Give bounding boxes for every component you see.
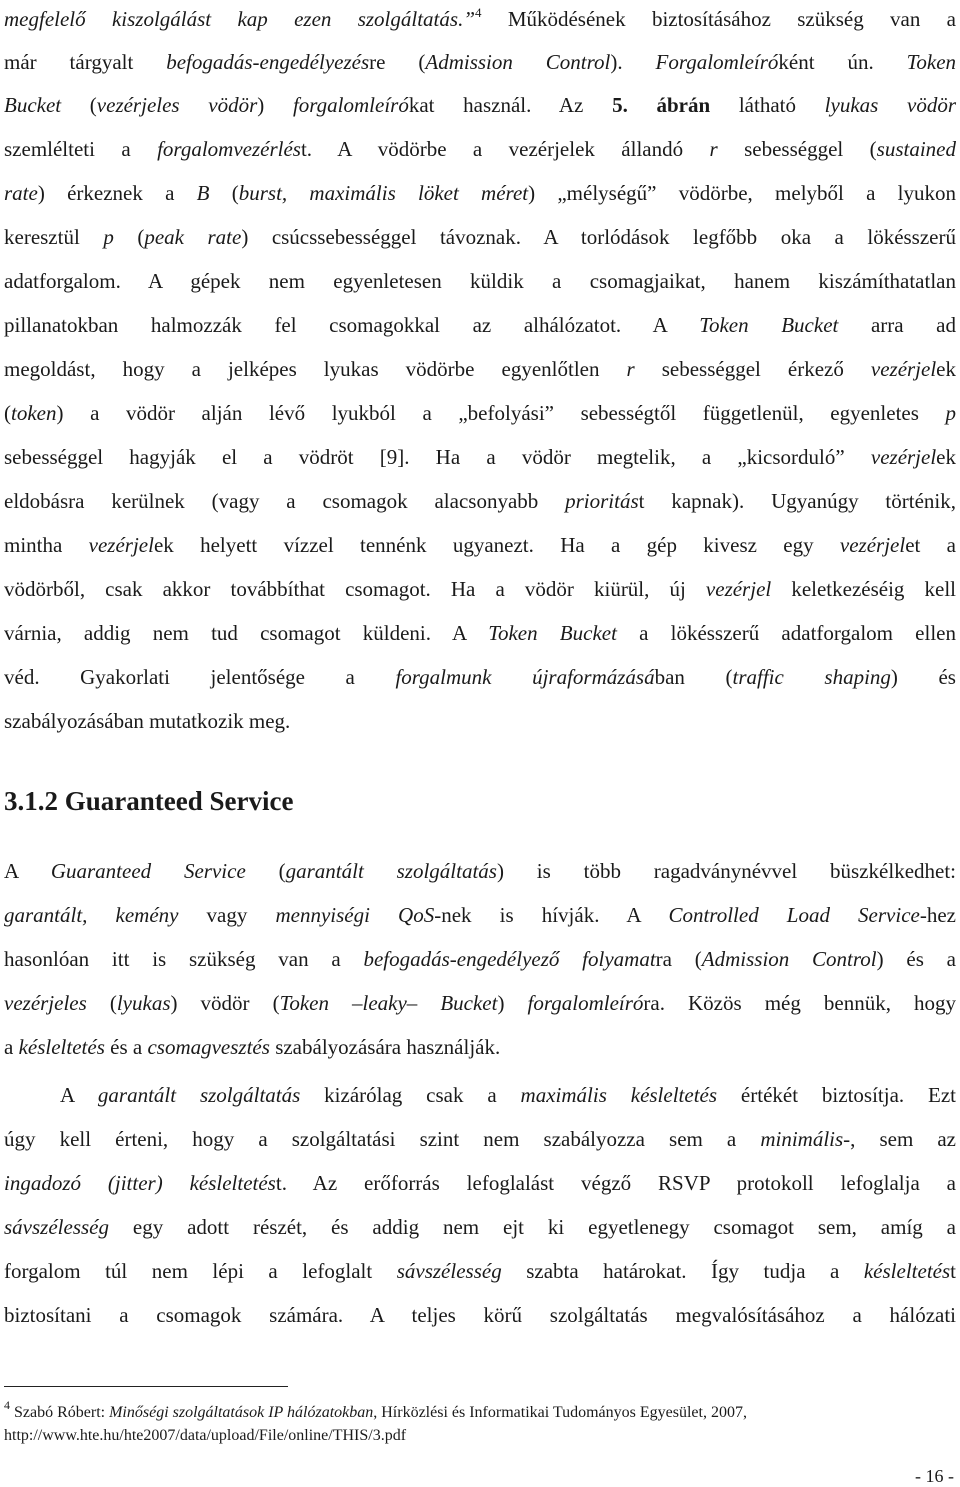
text-span: garantált szolgáltatás: [285, 859, 497, 883]
text-span: ra (: [655, 947, 702, 971]
text-span: vezérjel: [870, 357, 937, 381]
text-span: Token Bucket: [488, 621, 617, 645]
text-span: késleltetés: [863, 1259, 951, 1283]
text-span: sávszélesség: [4, 1215, 109, 1239]
body-text-line: [4, 1168, 956, 1198]
footnote-number: 4: [4, 1398, 10, 1412]
text-span: , Hírközlési és Informatikai Tudományos Egyesület, 2007,: [373, 1404, 747, 1421]
text-span: ) vödör (: [170, 991, 280, 1015]
text-span: várnia, addig nem tud csomagot küldeni. A: [4, 621, 489, 645]
text-span: Bucket: [4, 93, 62, 117]
text-span: p: [945, 401, 956, 425]
text-span: minimális: [760, 1127, 844, 1151]
text-span: Működésének biztosításához szükség van a: [481, 7, 956, 31]
body-text-line: [4, 618, 956, 648]
text-span: ) érkeznek a: [37, 181, 197, 205]
body-text-line: [4, 988, 956, 1018]
text-span: keresztül: [4, 225, 104, 249]
body-text-line: [4, 1256, 956, 1286]
text-span: és a: [104, 1035, 148, 1059]
text-span: látható: [710, 93, 825, 117]
text-span: burst, maximális löket méret: [238, 181, 529, 205]
text-span: megfelelő kiszolgálást kap ezen szolgáltatás.”: [4, 7, 475, 31]
text-span: értékét biztosítja. Ezt: [717, 1083, 957, 1107]
text-span: Minőségi szolgáltatások IP hálózatokban: [109, 1404, 374, 1421]
text-span: Szabó Róbert:: [14, 1404, 110, 1421]
text-span: peak rate: [144, 225, 242, 249]
text-span: ) a vödör alján lévő lyukból a „befolyási” sebességtől függetlenül, egyenletes: [56, 401, 946, 425]
text-span: rate: [4, 181, 38, 205]
body-text-line: [4, 944, 956, 974]
text-span: késleltetés: [18, 1035, 105, 1059]
text-span: vezérjeles: [4, 991, 87, 1015]
text-span: ek helyett vízzel tennénk ugyanezt. Ha a gép kivesz egy: [153, 533, 840, 557]
body-text-line: szabályozásában mutatkozik meg.: [4, 709, 291, 733]
text-span: -hez: [919, 903, 956, 927]
text-span: garantált szolgáltatás: [97, 1083, 301, 1107]
text-span: úgy kell érteni, hogy a szolgáltatási szint nem szabályozza sem a: [4, 1127, 761, 1151]
section-heading: 3.1.2 Guaranteed Service: [4, 786, 294, 816]
text-span: lyukas vödör: [824, 93, 956, 117]
text-span: r: [709, 137, 718, 161]
text-span: sebességgel érkező: [634, 357, 871, 381]
text-span: vezérjel: [88, 533, 154, 557]
text-span: a lökésszerű adatforgalom ellen: [616, 621, 956, 645]
text-span: (: [209, 181, 239, 205]
body-text-line: [4, 530, 956, 560]
text-span: Token Bucket: [699, 313, 839, 337]
text-span: (: [61, 93, 97, 117]
text-span: t. A vödörbe a vezérjelek állandó: [300, 137, 710, 161]
text-span: ) „mélységű” vödörbe, melyből a lyukon: [528, 181, 957, 205]
text-span: (: [86, 991, 117, 1015]
text-span: ingadozó (jitter) késleltetés: [4, 1171, 276, 1195]
text-span: token: [11, 401, 57, 425]
body-text-line: [4, 574, 956, 604]
text-span: keletkezéséig kell: [771, 577, 956, 601]
text-span: forgalomleíró: [292, 93, 409, 117]
body-text-line: [4, 1032, 956, 1062]
body-text-line: biztosítani a csomagok számára. A teljes körű szolgáltatás megvalósításához a hálózati: [4, 1303, 956, 1327]
text-span: mintha: [4, 533, 89, 557]
text-span: forgalomvezérlés: [157, 137, 301, 161]
body-text-line: [4, 1124, 956, 1154]
text-span: re (: [369, 50, 426, 74]
text-span: kat használ. Az: [408, 93, 613, 117]
text-span: arra ad: [838, 313, 956, 337]
text-span: hasonlóan itt is szükség van a: [4, 947, 364, 971]
text-span: szabta határokat. Így tudja a: [501, 1259, 864, 1283]
text-span: ) is több ragadványnévvel büszkélkedhet:: [496, 859, 956, 883]
text-span: t: [950, 1259, 956, 1283]
text-span: A: [4, 859, 51, 883]
text-span: ek: [936, 445, 956, 469]
text-span: A: [60, 1083, 98, 1107]
text-span: -nek is hívják. A: [434, 903, 669, 927]
text-span: r: [626, 357, 635, 381]
text-span: mennyiségi QoS: [275, 903, 435, 927]
text-span: vezérjel: [870, 445, 937, 469]
footnote-separator: [4, 1386, 288, 1387]
body-text-line: [4, 662, 956, 692]
text-span: vödörből, csak akkor továbbíthat csomagot. Ha a vödör kiürül, új: [4, 577, 706, 601]
text-span: szabályozására használják.: [269, 1035, 501, 1059]
text-span: sustained: [876, 137, 956, 161]
footnote-url[interactable]: http://www.hte.hu/hte2007/data/upload/File/online/THIS/3.pdf: [4, 1427, 407, 1444]
body-text-line: [4, 222, 956, 252]
text-span: Controlled Load Service: [668, 903, 920, 927]
text-span: ): [257, 93, 293, 117]
text-span: ként ún.: [778, 50, 907, 74]
text-span: B: [196, 181, 210, 205]
text-span: sebességgel (: [717, 137, 877, 161]
body-text-line: [4, 178, 956, 208]
text-span: ra. Közös még bennük, hogy: [643, 991, 957, 1015]
text-span: Guaranteed Service: [50, 859, 246, 883]
text-span: t kapnak). Ugyanúgy történik,: [638, 489, 956, 513]
text-span: p: [103, 225, 114, 249]
text-span: a: [4, 1035, 19, 1059]
body-text-line: [4, 856, 956, 886]
text-span: (: [113, 225, 145, 249]
text-span: vezérjel: [705, 577, 772, 601]
body-text-line: [4, 442, 956, 472]
text-span: prioritás: [565, 489, 639, 513]
text-span: lyukas: [116, 991, 171, 1015]
text-span: ) csúcssebességgel távoznak. A torlódások legfőbb oka a lökésszerű: [241, 225, 956, 249]
text-span: et a: [905, 533, 957, 557]
body-text-line: [4, 4, 956, 34]
text-span: csomagvesztés: [147, 1035, 270, 1059]
text-span: vezérjel: [839, 533, 906, 557]
text-span: ek: [936, 357, 956, 381]
footnote: [4, 1398, 956, 1424]
text-span: Token: [906, 50, 957, 74]
text-span: vezérjeles vödör: [96, 93, 258, 117]
text-span: kizárólag csak a: [300, 1083, 521, 1107]
text-span: ban (: [654, 665, 733, 689]
text-span: -, sem az: [843, 1127, 957, 1151]
text-span: Admission Control: [701, 947, 877, 971]
text-span: Admission Control: [425, 50, 611, 74]
figure-reference: 5. ábrán: [612, 93, 711, 117]
text-span: ): [497, 991, 528, 1015]
text-span: forgalomleíró: [527, 991, 644, 1015]
text-span: maximális késleltetés: [520, 1083, 718, 1107]
body-text-line: [4, 398, 956, 428]
body-text-line: [4, 47, 956, 77]
text-span: pillanatokban halmozzák fel csomagokkal az alhálózatot. A: [4, 313, 700, 337]
text-span: garantált, kemény: [4, 903, 179, 927]
text-span: traffic shaping: [732, 665, 891, 689]
text-span: Forgalomleíró: [655, 50, 779, 74]
text-span: Token –leaky– Bucket: [279, 991, 498, 1015]
text-span: (: [4, 401, 11, 425]
text-span: eldobásra kerülnek (vagy a csomagok alacsonyabb: [4, 489, 566, 513]
text-span: befogadás-engedélyezés: [166, 50, 370, 74]
body-text-line: [4, 310, 956, 340]
body-text-line: adatforgalom. A gépek nem egyenletesen küldik a csomagjaikat, hanem kiszámíthatatlan: [4, 269, 956, 293]
body-text-line: [4, 134, 956, 164]
text-span: (: [245, 859, 286, 883]
text-span: forgalom túl nem lépi a lefoglalt: [4, 1259, 397, 1283]
text-span: ) és a: [876, 947, 956, 971]
text-span: vagy: [178, 903, 276, 927]
text-span: sebességgel hagyják el a vödröt [9]. Ha a vödör megtelik, a „kicsorduló”: [4, 445, 871, 469]
text-span: ).: [610, 50, 656, 74]
text-span: már tárgyalt: [4, 50, 167, 74]
text-span: ) és: [890, 665, 956, 689]
body-text-line: [4, 900, 956, 930]
text-span: sávszélesség: [396, 1259, 502, 1283]
text-span: t. Az erőforrás lefoglalást végző RSVP protokoll lefoglalja a: [275, 1171, 956, 1195]
body-text-line: [4, 354, 956, 384]
body-text-line: [4, 486, 956, 516]
text-span: egy adott részét, és addig nem ejt ki egyetlenegy csomagot sem, amíg a: [108, 1215, 956, 1239]
text-span: megoldást, hogy a jelképes lyukas vödörbe egyenlőtlen: [4, 357, 627, 381]
text-span: szemlélteti a: [4, 137, 158, 161]
text-span: véd. Gyakorlati jelentősége a: [4, 665, 396, 689]
text-span: forgalmunk újraformázásá: [395, 665, 655, 689]
text-span: befogadás-engedélyező folyamat: [363, 947, 656, 971]
footnote-reference[interactable]: 4: [475, 5, 482, 20]
body-text-line: [60, 1080, 956, 1110]
body-text-line: [4, 1212, 956, 1242]
page-number: - 16 -: [915, 1466, 954, 1486]
body-text-line: [4, 90, 956, 120]
